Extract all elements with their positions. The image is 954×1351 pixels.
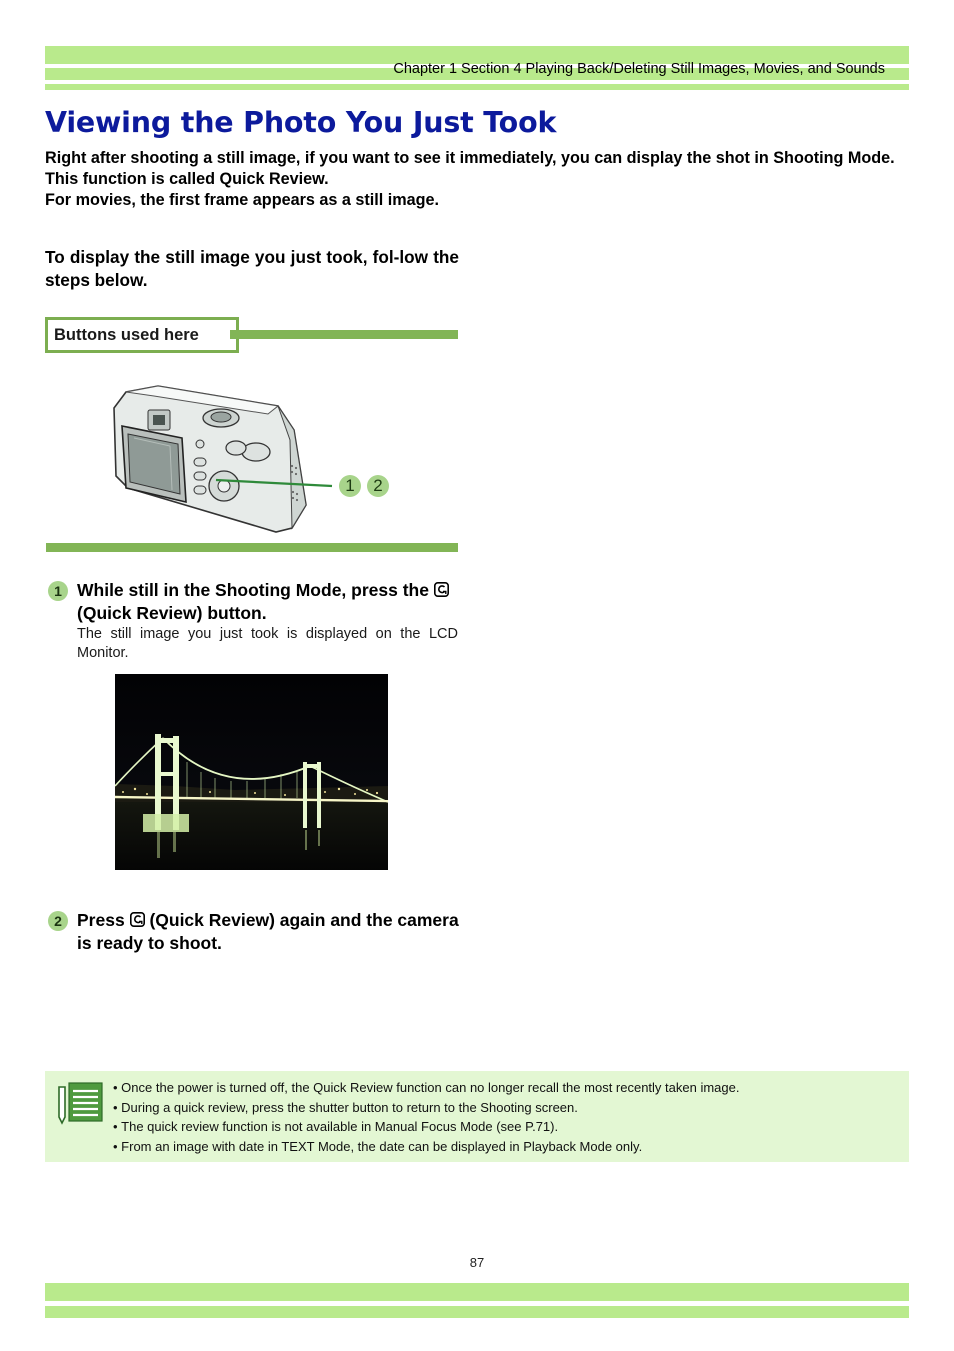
camera-illustration	[108, 380, 398, 536]
step-2-number: 2	[48, 911, 68, 931]
camera-callout-2: 2	[367, 475, 389, 497]
step-1-description: The still image you just took is displayed on the LCD Monitor.	[77, 626, 458, 661]
step-1-title-pre: While still in the Shooting Mode, press the	[77, 580, 429, 600]
quick-review-icon	[130, 912, 145, 927]
note-item: • The quick review function is not available in Manual Focus Mode (see P.71).	[113, 1117, 739, 1137]
step-1-number: 1	[48, 581, 68, 601]
intro-paragraph	[45, 148, 915, 211]
buttons-used-label: Buttons used here	[45, 317, 239, 353]
step-1-title-post: (Quick Review) button.	[77, 603, 267, 623]
note-item: • From an image with date in TEXT Mode, the date can be displayed in Playback Mode only.	[113, 1137, 739, 1157]
memo-pencil-icon	[56, 1081, 106, 1125]
buttons-used-rule	[230, 330, 458, 339]
buttons-section-bottom-rule	[46, 543, 458, 552]
lead-text: To display the still image you just took, fol-low the steps below.	[45, 247, 459, 290]
chapter-header: Chapter 1 Section 4 Playing Back/Deleting Still Images, Movies, and Sounds	[393, 61, 885, 77]
intro-line-2: For movies, the first frame appears as a still image.	[45, 191, 440, 209]
quick-review-icon	[434, 582, 449, 597]
night-bridge-photo	[115, 674, 388, 870]
header-band-bottom	[45, 84, 909, 90]
footer-band-bottom	[45, 1306, 909, 1318]
step-1-title	[77, 579, 467, 625]
note-item: • Once the power is turned off, the Quick Review function can no longer recall the most recently taken image.	[113, 1078, 739, 1098]
step-2-title-pre: Press	[77, 910, 125, 930]
page-title: Viewing the Photo You Just Took	[45, 106, 557, 139]
camera-callout-1: 1	[339, 475, 361, 497]
intro-line-1: Right after shooting a still image, if you want to see it immediately, you can display the shot in Shooting Mode. This function is called Quick Review.	[45, 149, 895, 188]
note-list	[113, 1078, 739, 1156]
step-2-title-post: (Quick Review) again and the camera is ready to shoot.	[77, 910, 459, 953]
step-2-title	[77, 909, 467, 955]
note-item: • During a quick review, press the shutter button to return to the Shooting screen.	[113, 1098, 739, 1118]
footer-band-top	[45, 1283, 909, 1301]
page-number: 87	[469, 1255, 485, 1270]
